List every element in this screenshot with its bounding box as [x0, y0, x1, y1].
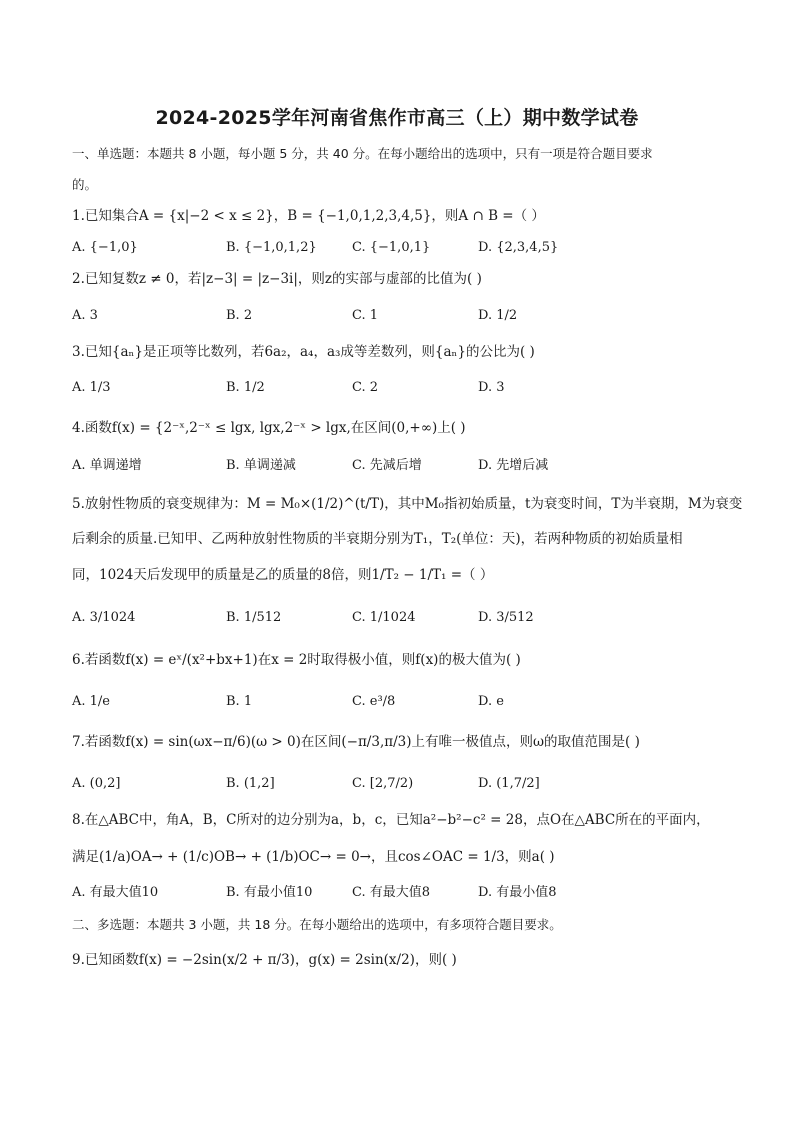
- question-8-option-d: D. 有最小值8: [478, 885, 557, 900]
- question-7-option-c: C. [2,7/2): [352, 776, 414, 791]
- question-2-option-b: B. 2: [226, 308, 253, 323]
- question-3-option-d: D. 3: [478, 380, 505, 395]
- question-9-stem: 9.已知函数f(x) = −2sin(x/2 + π/3)，g(x) = 2sin(x/2)，则( ): [72, 952, 457, 968]
- question-2-option-d: D. 1/2: [478, 308, 518, 323]
- question-2-option-c: C. 1: [352, 308, 379, 323]
- question-1-stem: 1.已知集合A = {x|−2 < x ≤ 2}，B = {−1,0,1,2,3,4,5}，则A ∩ B =（ ）: [72, 208, 545, 224]
- question-4-option-a: A. 单调递增: [72, 458, 142, 473]
- question-2-option-a: A. 3: [72, 308, 98, 323]
- question-6-stem: 6.若函数f(x) = eˣ/(x²+bx+1)在x = 2时取得极小值，则f(x)的极大值为( ): [72, 652, 521, 668]
- question-6-option-c: C. e³/8: [352, 694, 396, 709]
- question-8-stem-line-2: 满足(1/a)OA→ + (1/c)OB→ + (1/b)OC→ = 0→，且cos∠OAC = 1/3，则a( ): [72, 849, 555, 865]
- question-3-option-c: C. 2: [352, 380, 379, 395]
- question-4-option-d: D. 先增后减: [478, 458, 549, 473]
- question-7-stem: 7.若函数f(x) = sin(ωx−π/6)(ω > 0)在区间(−π/3,π/3)上有唯一极值点，则ω的取值范围是( ): [72, 734, 640, 750]
- question-7-option-a: A. (0,2]: [72, 776, 121, 791]
- question-8-stem-line-1: 8.在△ABC中，角A，B，C所对的边分别为a，b，c，已知a²−b²−c² = 28，点O在△ABC所在的平面内，: [72, 812, 710, 828]
- question-8-option-b: B. 有最小值10: [226, 885, 313, 900]
- question-5-option-a: A. 3/1024: [72, 610, 136, 625]
- question-6-option-b: B. 1: [226, 694, 253, 709]
- question-5-option-d: D. 3/512: [478, 610, 534, 625]
- question-5-option-b: B. 1/512: [226, 610, 282, 625]
- question-8-option-a: A. 有最大值10: [72, 885, 159, 900]
- section-1-header-cont: 的。: [72, 177, 98, 192]
- question-3-stem: 3.已知{aₙ}是正项等比数列，若6a₂，a₄，a₃成等差数列，则{aₙ}的公比为( ): [72, 344, 535, 360]
- question-2-stem: 2.已知复数z ≠ 0，若|z−3| = |z−3i|，则z的实部与虚部的比值为( ): [72, 271, 482, 287]
- question-1-option-d: D. {2,3,4,5}: [478, 240, 559, 255]
- question-6-option-a: A. 1/e: [72, 694, 110, 709]
- question-4-stem: 4.函数f(x) = {2⁻ˣ,2⁻ˣ ≤ lgx, lgx,2⁻ˣ > lgx,在区间(0,+∞)上( ): [72, 420, 466, 436]
- question-7-option-d: D. (1,7/2]: [478, 776, 540, 791]
- question-5-stem-line-1: 5.放射性物质的衰变规律为：M = M₀×(1/2)^(t/T)，其中M₀指初始质量，t为衰变时间，T为半衰期，M为衰变: [72, 496, 743, 512]
- question-5-stem-line-2: 后剩余的质量.已知甲、乙两种放射性物质的半衰期分别为T₁，T₂(单位：天)，若两种物质的初始质量相: [72, 531, 683, 547]
- question-4-option-c: C. 先减后增: [352, 458, 422, 473]
- section-1-header: 一、单选题：本题共 8 小题，每小题 5 分，共 40 分。在每小题给出的选项中，只有一项是符合题目要求: [72, 146, 653, 161]
- question-5-stem-line-3: 同，1024天后发现甲的质量是乙的质量的8倍，则1/T₂ − 1/T₁ =（ ）: [72, 567, 494, 583]
- question-7-option-b: B. (1,2]: [226, 776, 275, 791]
- section-2-header: 二、多选题：本题共 3 小题，共 18 分。在每小题给出的选项中，有多项符合题目要求。: [72, 917, 562, 932]
- question-6-option-d: D. e: [478, 694, 504, 709]
- question-8-option-c: C. 有最大值8: [352, 885, 431, 900]
- question-3-option-b: B. 1/2: [226, 380, 265, 395]
- question-1-option-b: B. {−1,0,1,2}: [226, 240, 317, 255]
- question-5-option-c: C. 1/1024: [352, 610, 416, 625]
- question-1-option-a: A. {−1,0}: [72, 240, 138, 255]
- question-4-option-b: B. 单调递减: [226, 458, 296, 473]
- question-3-option-a: A. 1/3: [72, 380, 111, 395]
- question-1-option-c: C. {−1,0,1}: [352, 240, 431, 255]
- exam-title: 2024-2025学年河南省焦作市高三（上）期中数学试卷: [155, 107, 639, 129]
